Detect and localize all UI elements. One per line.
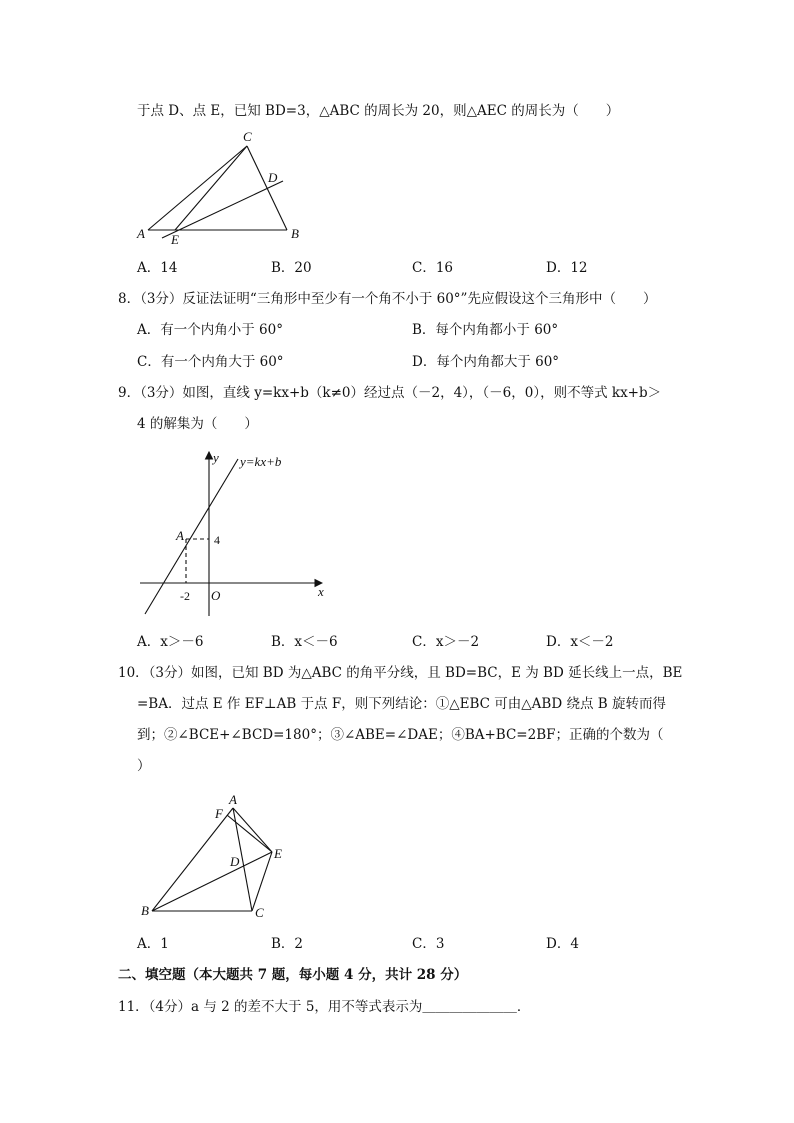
q11-answer-blank[interactable]: ＿＿＿＿＿＿＿ xyxy=(422,999,517,1015)
q11-stem xyxy=(118,997,530,1017)
q9-stem-line1: 9．（3分）如图，直线 y=kx+b（k≠0）经过点（－2，4），（－6，0），则不等式 kx+b＞ xyxy=(118,385,662,401)
q9-label-y: y xyxy=(213,450,219,465)
q9-option-c: C．x＞－2 xyxy=(412,634,480,650)
q10-label-a: A xyxy=(229,792,237,807)
q9-label-4: 4 xyxy=(214,533,220,547)
q10-label-e: E xyxy=(274,846,282,861)
q8-option-a: A．有一个内角小于 60° xyxy=(137,322,283,338)
q10-stem-line1: 10．（3分）如图，已知 BD 为△ABC 的角平分线，且 BD=BC，E 为 BD 延长线上一点，BE xyxy=(118,665,683,681)
q8-option-c: C．有一个内角大于 60° xyxy=(137,354,284,370)
q11-stem-end: ． xyxy=(516,999,531,1015)
q9-label-a: A xyxy=(176,528,184,543)
section-heading: 二、填空题（本大题共 7 题，每小题 4 分，共计 28 分） xyxy=(118,967,468,983)
q10-seg-fe xyxy=(227,815,272,852)
q7-label-e: E xyxy=(171,232,179,247)
q9-label-line: y=kx+b xyxy=(240,454,282,469)
q10-label-d: D xyxy=(230,854,240,869)
q8-option-b: B．每个内角都小于 60° xyxy=(412,322,559,338)
q10-seg-be xyxy=(152,852,272,911)
q10-seg-ae xyxy=(233,808,272,852)
q10-seg-ba xyxy=(152,808,233,911)
q9-label-o: O xyxy=(211,588,221,603)
q9-option-d: D．x＜－2 xyxy=(546,634,614,650)
q10-label-f: F xyxy=(215,806,223,821)
q10-option-a: A．1 xyxy=(137,936,169,952)
q7-option-a: A．14 xyxy=(137,260,178,276)
q9-stem-line2: 4 的解集为（ ） xyxy=(137,416,258,432)
q7-option-d: D．12 xyxy=(546,260,588,276)
q8-stem: 8．（3分）反证法证明“三角形中至少有一个角不小于 60°”先应假设这个三角形中（ ） xyxy=(118,291,657,307)
q10-option-d: D．4 xyxy=(546,936,579,952)
q7-label-a: A xyxy=(137,226,145,241)
q10-stem-line3: 到；②∠BCE+∠BCD=180°；③∠ABE=∠DAE；④BA+BC=2BF；正确的个数为（ xyxy=(137,727,664,743)
q9-option-b: B．x＜－6 xyxy=(271,634,338,650)
q9-option-a: A．x＞－6 xyxy=(137,634,204,650)
q7-label-c: C xyxy=(243,129,252,144)
q10-option-b: B．2 xyxy=(271,936,304,952)
q7-option-b: B．20 xyxy=(271,260,312,276)
q10-label-c: C xyxy=(255,905,264,920)
q10-stem-line4: ） xyxy=(137,758,151,774)
q9-label-neg2: -2 xyxy=(180,589,190,603)
q11-stem-text: 11．（4分）a 与 2 的差不大于 5，用不等式表示为 xyxy=(118,999,423,1015)
q10-option-c: C．3 xyxy=(412,936,445,952)
q9-label-x: x xyxy=(318,584,324,599)
q7-option-c: C．16 xyxy=(412,260,454,276)
q7-label-d: D xyxy=(268,170,278,185)
q7-stem: 于点 D、点 E，已知 BD=3，△ABC 的周长为 20，则△AEC 的周长为（ ） xyxy=(137,103,620,119)
q10-stem-line2: =BA．过点 E 作 EF⊥AB 于点 F，则下列结论：①△EBC 可由△ABD 绕点 B 旋转而得 xyxy=(137,696,666,712)
q7-label-b: B xyxy=(291,226,299,241)
q10-label-b: B xyxy=(141,903,149,918)
q8-option-d: D．每个内角都大于 60° xyxy=(412,354,560,370)
